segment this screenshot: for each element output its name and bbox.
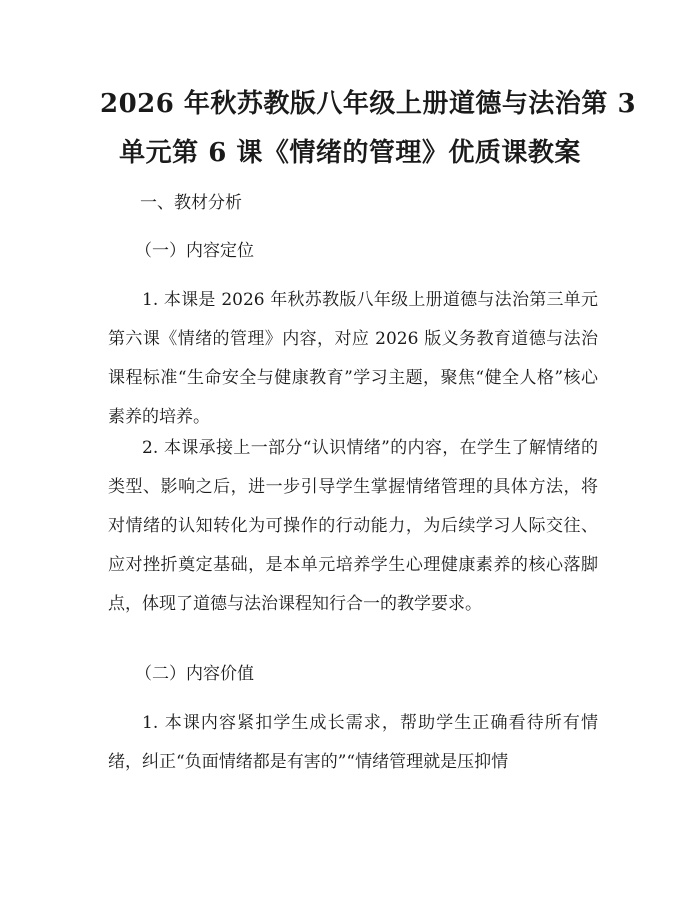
paragraph-1: 1. 本课是 2026 年秋苏教版八年级上册道德与法治第三单元第六课《情绪的管理》内容，对应 2026 版义务教育道德与法治课程标准“生命安全与健康教育”学习主题，聚焦“健全人格”核心素养的培养。 (108, 290, 598, 427)
section-heading-textbook-analysis: 一、教材分析 (140, 193, 242, 213)
paragraph-3: 1. 本课内容紧扣学生成长需求，帮助学生正确看待所有情绪，纠正“负面情绪都是有害的”“情绪管理就是压抑情 (108, 713, 598, 772)
subsection-heading-content-value: （二）内容价值 (135, 664, 254, 684)
paragraph-2: 2. 本课承接上一部分“认识情绪”的内容，在学生了解情绪的类型、影响之后，进一步引导学生掌握情绪管理的具体方法，将对情绪的认知转化为可操作的行动能力，为后续学习人际交往、应对挫折奠定基础，是本单元培养学生心理健康素养的核心落脚点，体现了道德与法治课程知行合一的教学要求。 (108, 438, 598, 614)
document-title-line-1: 2026 年秋苏教版八年级上册道德与法治第 3 (100, 89, 637, 119)
subsection-heading-content-positioning: （一）内容定位 (135, 241, 254, 261)
document-title-line-2: 单元第 6 课《情绪的管理》优质课教案 (119, 138, 581, 168)
